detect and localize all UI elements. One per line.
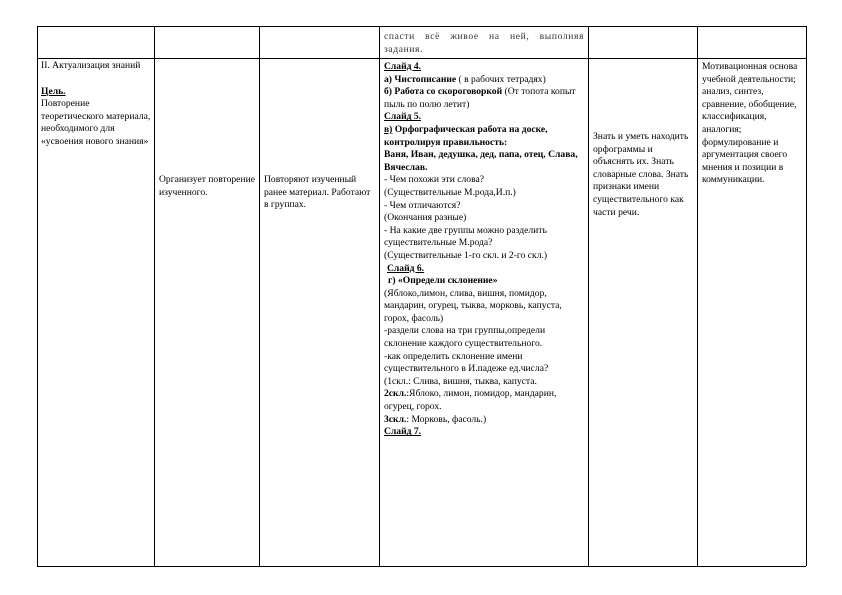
- stage-cell: [41, 60, 153, 149]
- student-activity-text: Повторяют изученный ранее материал. Работают в группах.: [264, 174, 371, 211]
- previous-row-content: [384, 31, 584, 56]
- teacher-activity-text: Организует повторение изученного.: [159, 174, 255, 198]
- column-divider: [154, 26, 155, 566]
- task-v-words: Ваня, Иван, дедушка, дед, папа, отец, Слава, Вячеслав.: [384, 149, 578, 173]
- task-v: [384, 124, 584, 149]
- task-g-instruction-2: -как определить склонение имени существительного в И.падеже ед.числа?: [384, 350, 549, 375]
- question-2: - Чем отличаются?: [384, 199, 461, 211]
- planned-results-text: Знать и уметь находить орфограммы и объяснять их. Знать словарные слова. Знать признаки имени существительного как части речи.: [593, 131, 689, 218]
- column-divider: [259, 26, 260, 566]
- slide-6-heading: Слайд 6.: [387, 262, 425, 274]
- task-g-answer-3-text: : Морковь, фасоль.): [406, 413, 487, 425]
- task-g-answer-3: [384, 414, 584, 427]
- question-3: - На какие две группы можно разделить существительные М.рода?: [384, 224, 547, 249]
- task-b-label: б) Работа со скороговоркой: [384, 86, 503, 98]
- task-a-text: ( в рабочих тетрадях): [456, 73, 546, 85]
- column-divider: [697, 26, 698, 566]
- uud-cell: [702, 61, 804, 187]
- planned-results-cell: [593, 131, 694, 219]
- table-border-top: [37, 26, 806, 27]
- task-g-words: (Яблоко,лимон, слива, вишня, помидор, мандарин, огурец, тыква, морковь, капуста, горох, фасоль): [384, 287, 562, 324]
- row-divider: [37, 58, 806, 59]
- uud-text: Мотивационная основа учебной деятельности; анализ, синтез, сравнение, обобщение, классификация, аналогия; формулирование и аргументация своего мнения и позиции в коммуникации.: [702, 61, 798, 186]
- slide-4-heading: Слайд 4.: [384, 61, 422, 72]
- answer-1: (Существительные М.рода,И.п.): [384, 186, 516, 198]
- answer-2: (Окончания разные): [384, 212, 467, 224]
- answer-3: (Существительные 1-го скл. и 2-го скл.): [384, 249, 548, 261]
- column-divider: [806, 26, 807, 566]
- task-v-prefix: в): [384, 123, 393, 135]
- column-divider: [588, 26, 589, 566]
- task-v-label: Орфографическая работа на доске, контролируя правильность:: [384, 123, 548, 148]
- task-g-instruction-1: -раздели слова на три группы,определи склонение каждого существительного.: [384, 325, 546, 350]
- task-g-answer-2-text: :Яблоко, лимон, помидор, мандарин, огурец, горох.: [384, 388, 557, 413]
- task-b-text: (От топота копыт пыль по полю летит): [384, 86, 576, 110]
- task-g-answer-1: (1скл.: Слива, вишня, тыква, капуста.: [384, 375, 537, 387]
- column-divider: [37, 26, 38, 566]
- teacher-activity-cell: [159, 174, 255, 199]
- task-g-answer-2-label: 2скл.: [384, 388, 407, 400]
- student-activity-cell: [264, 174, 376, 212]
- task-a: [384, 74, 584, 87]
- goal-text: Повторение теоретического материала, необходимого для «усвоения нового знания»: [41, 98, 151, 147]
- task-a-label: а) Чистописание: [384, 73, 457, 85]
- task-g-answer-2: [384, 388, 584, 413]
- task-g-label: г) «Определи склонение»: [388, 275, 498, 287]
- stage-title: II. Актуализация знаний: [41, 60, 141, 71]
- column-divider: [379, 26, 380, 566]
- goal-label: Цель.: [41, 85, 66, 97]
- table-border-bottom: [37, 566, 806, 567]
- task-g-answer-3-label: 3скл.: [384, 413, 407, 425]
- previous-row-text-line1: спасти всё живое на ней, выполняя: [384, 31, 584, 42]
- task-b: [384, 86, 584, 111]
- slide-7-heading: Слайд 7.: [384, 426, 422, 438]
- lesson-content-cell: [384, 61, 584, 439]
- previous-row-text-line2: задания.: [384, 43, 424, 55]
- slide-5-heading: Слайд 5.: [384, 111, 422, 123]
- question-1: - Чем похожи эти слова?: [384, 174, 485, 186]
